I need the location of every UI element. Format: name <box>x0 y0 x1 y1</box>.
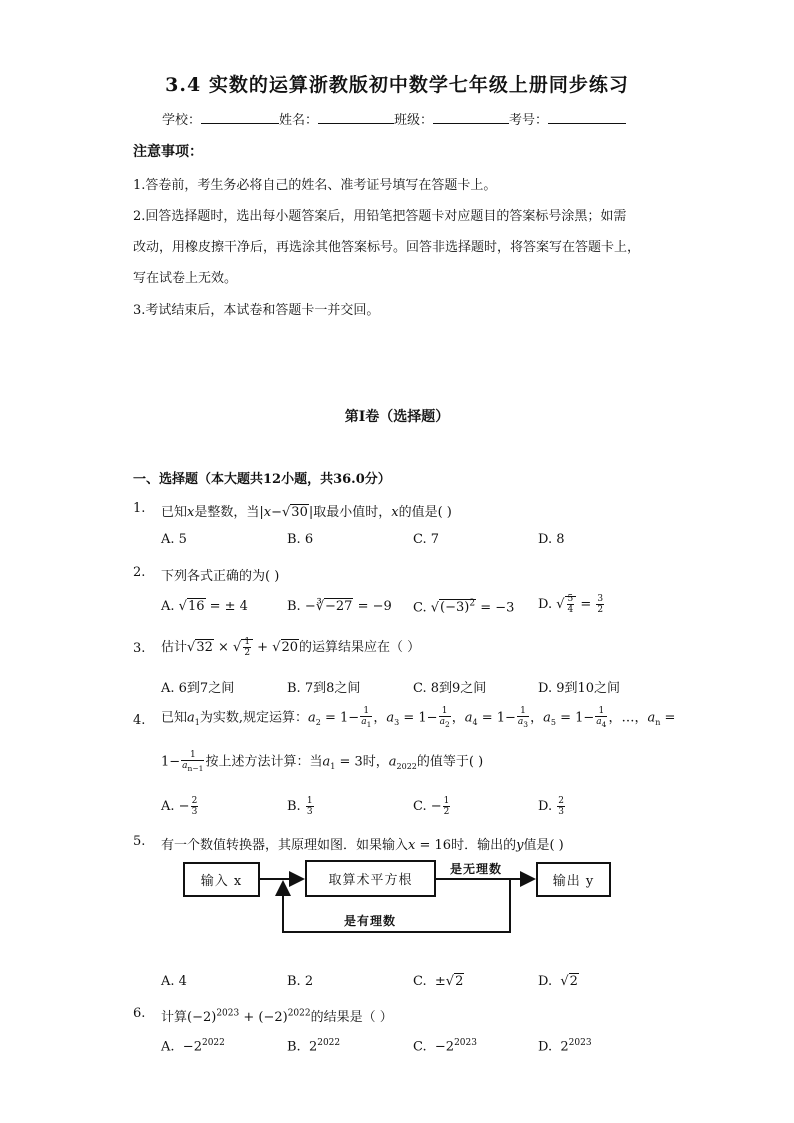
q6-text: 计算$(-2)^{2023} + (-2)^{2022}$的结果是（ ） <box>161 1008 393 1025</box>
flowchart-process-box: 取算术平方根 <box>305 860 436 897</box>
q3-option-c: C. 8到9之间 <box>413 681 487 696</box>
flowchart-irrational-label: 是无理数 <box>450 862 503 876</box>
q4-text-line-2: 1− $\frac{1}{a_{n-1}}$ 按上述方法计算：当$a_1 = 3$时，$a_{2022}$的值等于( ) <box>161 750 484 773</box>
flowchart-output-box: 输出 y <box>536 862 611 897</box>
q5-number: 5. <box>133 834 146 849</box>
section-title: 第Ⅰ卷（选择题） <box>344 409 450 425</box>
q2-option-d: D. √ $\frac{5}{4}$ = $\frac{3}{2}$ <box>538 594 604 615</box>
q2-option-b: B. −∛−27 = −9 <box>287 599 392 614</box>
q4-number: 4. <box>133 713 146 728</box>
school-blank <box>201 111 279 124</box>
q5-option-d: D. √2 <box>538 974 578 989</box>
name-label: 姓名： <box>279 113 319 128</box>
q4-option-c: C. − $\frac{1}{2}$ <box>413 796 450 817</box>
flowchart-input-box: 输入 x <box>183 862 260 897</box>
q1-option-a: A. 5 <box>161 532 187 547</box>
q1-text: 已知x是整数，当|x−√30|取最小值时，x的值是( ) <box>161 505 452 520</box>
q4-option-a: A. − $\frac{2}{3}$ <box>161 796 198 817</box>
q1-number: 1. <box>133 501 146 516</box>
q5-option-c: C. ±√2 <box>413 974 464 989</box>
notice-item-2-line-1: 2.回答选择题时，选出每小题答案后，用铅笔把答题卡对应题目的答案标号涂黑；如需 <box>133 209 627 224</box>
q4-text-line-1: 已知$a_1$为实数,规定运算：$a_2 = 1-$ $\frac{1}{a_1}$ ，$a_3 = 1-$ $\frac{1}{a_2}$ ，$a_4 = 1-$ $\frac{1}{a_3}$ ，$a_5 = 1-$ $\frac{1}{a_4}$ ，…，$a_n$ = <box>161 706 676 729</box>
q5-text: 有一个数值转换器，其原理如图．如果输入x = 16时．输出的y值是( ) <box>161 838 564 853</box>
q4-option-b: B. $\frac{1}{3}$ <box>287 796 313 817</box>
q3-option-d: D. 9到10之间 <box>538 681 621 696</box>
info-line <box>162 109 626 128</box>
name-blank <box>318 111 394 124</box>
notice-heading: 注意事项： <box>133 144 203 160</box>
q6-option-b: B. $2^{2022}$ <box>287 1038 341 1055</box>
q2-option-c: C. $√(-3)^2 = -3$ <box>413 599 515 616</box>
q6-number: 6. <box>133 1006 146 1021</box>
notice-item-1: 1.答卷前，考生务必将自己的姓名、准考证号填写在答题卡上。 <box>133 178 497 193</box>
q3-number: 3. <box>133 641 146 656</box>
q3-option-a: A. 6到7之间 <box>161 681 235 696</box>
q5-option-a: A. 4 <box>161 974 187 989</box>
q1-option-c: C. 7 <box>413 532 440 547</box>
q3-text: 估计√32 × √ $\frac{1}{2}$ + √20的运算结果应在（ ） <box>161 637 421 658</box>
class-blank <box>433 111 509 124</box>
q3-option-b: B. 7到8之间 <box>287 681 361 696</box>
exam-no-label: 考号： <box>509 113 549 128</box>
page-title: 3.4 实数的运算浙教版初中数学七年级上册同步练习 <box>165 74 629 96</box>
q2-option-a: A. √16 = ± 4 <box>161 599 248 614</box>
q6-option-a: A. $-2^{2022}$ <box>161 1038 225 1055</box>
q4-option-d: D. $\frac{2}{3}$ <box>538 796 564 817</box>
q2-text: 下列各式正确的为( ) <box>161 569 280 584</box>
notice-item-2-line-2: 改动，用橡皮擦干净后，再选涂其他答案标号。回答非选择题时，将答案写在答题卡上， <box>133 240 641 255</box>
class-label: 班级： <box>394 113 434 128</box>
school-label: 学校： <box>162 113 202 128</box>
q2-number: 2. <box>133 565 146 580</box>
q1-option-d: D. 8 <box>538 532 565 547</box>
flowchart-rational-label: 是有理数 <box>344 914 397 928</box>
q6-option-d: D. $2^{2023}$ <box>538 1038 592 1055</box>
q1-option-b: B. 6 <box>287 532 314 547</box>
notice-item-2-line-3: 写在试卷上无效。 <box>133 271 238 286</box>
notice-item-3: 3.考试结束后，本试卷和答题卡一并交回。 <box>133 303 380 318</box>
part-title: 一、选择题（本大题共12小题，共36.0分） <box>133 472 391 487</box>
q5-option-b: B. 2 <box>287 974 314 989</box>
q6-option-c: C. $-2^{2023}$ <box>413 1038 477 1055</box>
exam-no-blank <box>548 111 626 124</box>
